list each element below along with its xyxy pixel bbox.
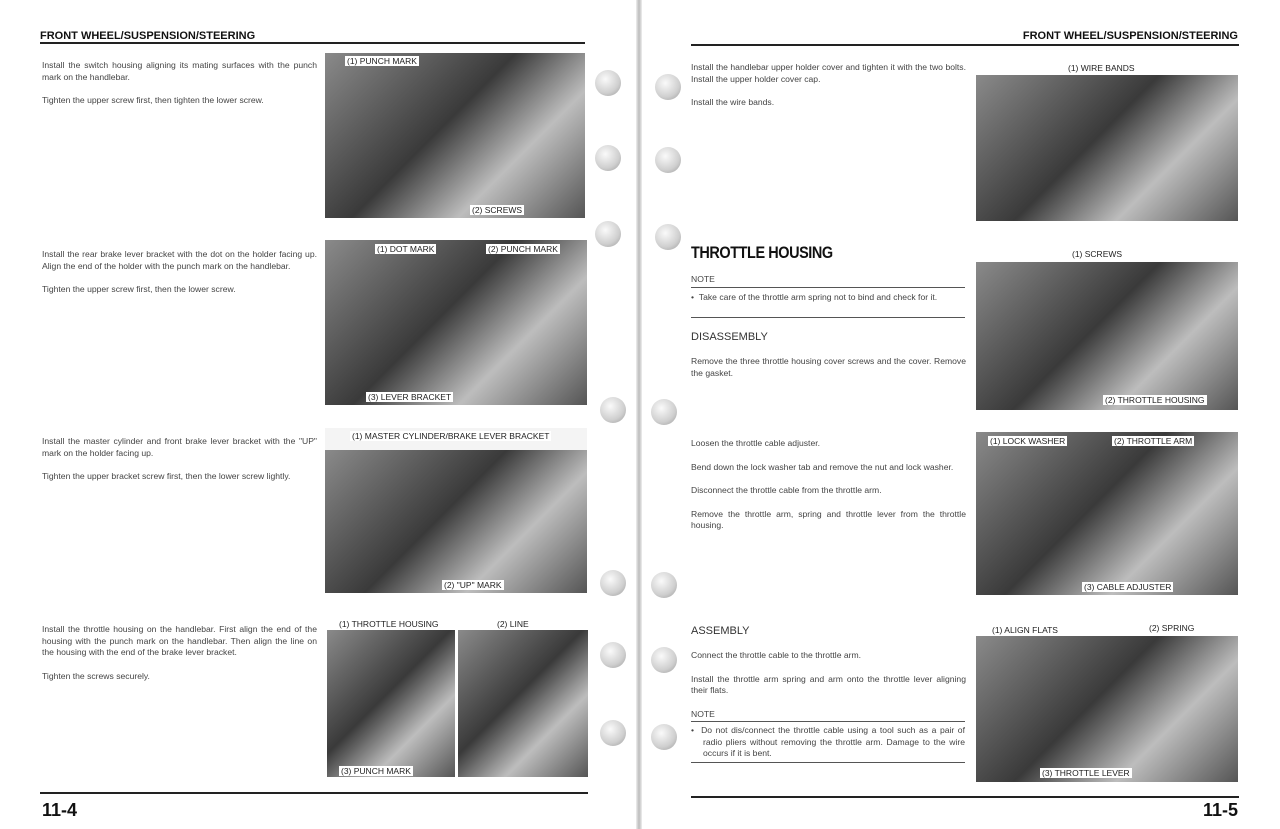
note-rule	[691, 762, 965, 763]
left-section-3-text: Install the master cylinder and front brake lever bracket with the "UP" mark on the holder facing up. Tighten the upper bracket screw first, then the lower screw lightly.	[42, 436, 317, 481]
right-section-2-text: Remove the three throttle housing cover screws and the cover. Remove the gasket.	[691, 356, 966, 378]
callout-label: (3) LEVER BRACKET	[368, 392, 452, 402]
footer-rule	[40, 792, 588, 794]
callout-label: (2) LINE	[497, 619, 529, 629]
note-text: • Take care of the throttle arm spring not to bind and check for it.	[691, 292, 938, 302]
binder-hole	[651, 647, 677, 673]
section-title: THROTTLE HOUSING	[691, 243, 833, 262]
note-rule	[691, 287, 965, 288]
binder-hole	[600, 397, 626, 423]
page-gutter	[636, 0, 642, 829]
binder-hole	[655, 224, 681, 250]
right-header: FRONT WHEEL/SUSPENSION/STEERING	[1022, 30, 1238, 42]
photo-throttle-arm	[976, 432, 1238, 595]
photo-master-cylinder	[325, 450, 587, 593]
callout-label: (1) THROTTLE HOUSING	[339, 619, 439, 629]
callout-label: (1) DOT MARK	[377, 244, 435, 254]
note-rule	[691, 317, 965, 318]
callout-label: (1) MASTER CYLINDER/BRAKE LEVER BRACKET	[352, 431, 550, 441]
callout-label: (2) "UP" MARK	[444, 580, 502, 590]
right-section-3-text: Loosen the throttle cable adjuster. Bend down the lock washer tab and remove the nut and lock washer. Disconnect the throttle cable from the throttle arm. Remove the throttle arm, spring and throttle lever from the throttle housing.	[691, 438, 966, 530]
right-section-4-text: Connect the throttle cable to the throttle arm. Install the throttle arm spring and arm onto the throttle lever aligning their flats.	[691, 650, 966, 695]
photo-throttle-housing-a	[327, 630, 455, 777]
callout-label: (1) SCREWS	[1072, 249, 1123, 259]
binder-hole	[655, 147, 681, 173]
callout-label: (1) LOCK WASHER	[990, 436, 1066, 446]
callout-label: (1) PUNCH MARK	[347, 56, 417, 66]
note-label: NOTE	[691, 709, 715, 719]
photo-throttle-screws	[976, 262, 1238, 410]
callout-label: (2) SCREWS	[472, 205, 523, 215]
note-label: NOTE	[691, 274, 715, 284]
callout-label: (2) THROTTLE ARM	[1114, 436, 1193, 446]
photo-lever-bracket	[325, 240, 587, 405]
footer-rule	[691, 796, 1239, 798]
subsection-title: DISASSEMBLY	[691, 331, 768, 343]
left-section-4-text: Install the throttle housing on the handlebar. First align the end of the housing with the punch mark on the handlebar. Then align the line on the housing with the end of the brake lever bracket. Tighten the screws securely.	[42, 624, 317, 681]
binder-hole	[600, 720, 626, 746]
photo-switch-housing	[325, 53, 585, 218]
right-section-1-text: Install the handlebar upper holder cover and tighten it with the two bolts. Install the upper holder cover cap. Install the wire bands.	[691, 62, 966, 107]
callout-label: (1) WIRE BANDS	[1068, 63, 1135, 73]
callout-label: (3) PUNCH MARK	[341, 766, 411, 776]
header-rule	[691, 44, 1239, 46]
binder-hole	[651, 399, 677, 425]
page-number: 11-4	[42, 800, 78, 820]
binder-hole	[595, 221, 621, 247]
callout-label: (2) THROTTLE HOUSING	[1105, 395, 1205, 405]
left-header: FRONT WHEEL/SUSPENSION/STEERING	[40, 30, 256, 42]
photo-throttle-housing-b	[458, 630, 588, 777]
note-rule	[691, 721, 965, 722]
binder-hole	[600, 642, 626, 668]
photo-throttle-lever	[976, 636, 1238, 782]
callout-label: (3) THROTTLE LEVER	[1042, 768, 1130, 778]
page-number: 11-5	[1202, 800, 1238, 820]
callout-label: (2) PUNCH MARK	[488, 244, 558, 254]
callout-label: (1) ALIGN FLATS	[992, 625, 1058, 635]
photo-wire-bands	[976, 75, 1238, 221]
binder-hole	[651, 724, 677, 750]
note-text: • Do not dis/connect the throttle cable using a tool such as a pair of radio pliers without removing the throttle arm. Damage to the wire occurs if it is bent.	[691, 725, 965, 758]
callout-label: (3) CABLE ADJUSTER	[1084, 582, 1172, 592]
binder-hole	[651, 572, 677, 598]
binder-hole	[655, 74, 681, 100]
binder-hole	[595, 145, 621, 171]
callout-label: (2) SPRING	[1149, 623, 1195, 633]
header-rule	[40, 42, 585, 44]
left-section-2-text: Install the rear brake lever bracket with the dot on the holder facing up. Align the end of the holder with the punch mark on the handlebar. Tighten the upper screw first, then the lower screw.	[42, 249, 317, 294]
binder-hole	[595, 70, 621, 96]
left-section-1-text: Install the switch housing aligning its mating surfaces with the punch mark on the handlebar. Tighten the upper screw first, then tighten the lower screw.	[42, 60, 317, 105]
subsection-title: ASSEMBLY	[691, 625, 750, 637]
binder-hole	[600, 570, 626, 596]
